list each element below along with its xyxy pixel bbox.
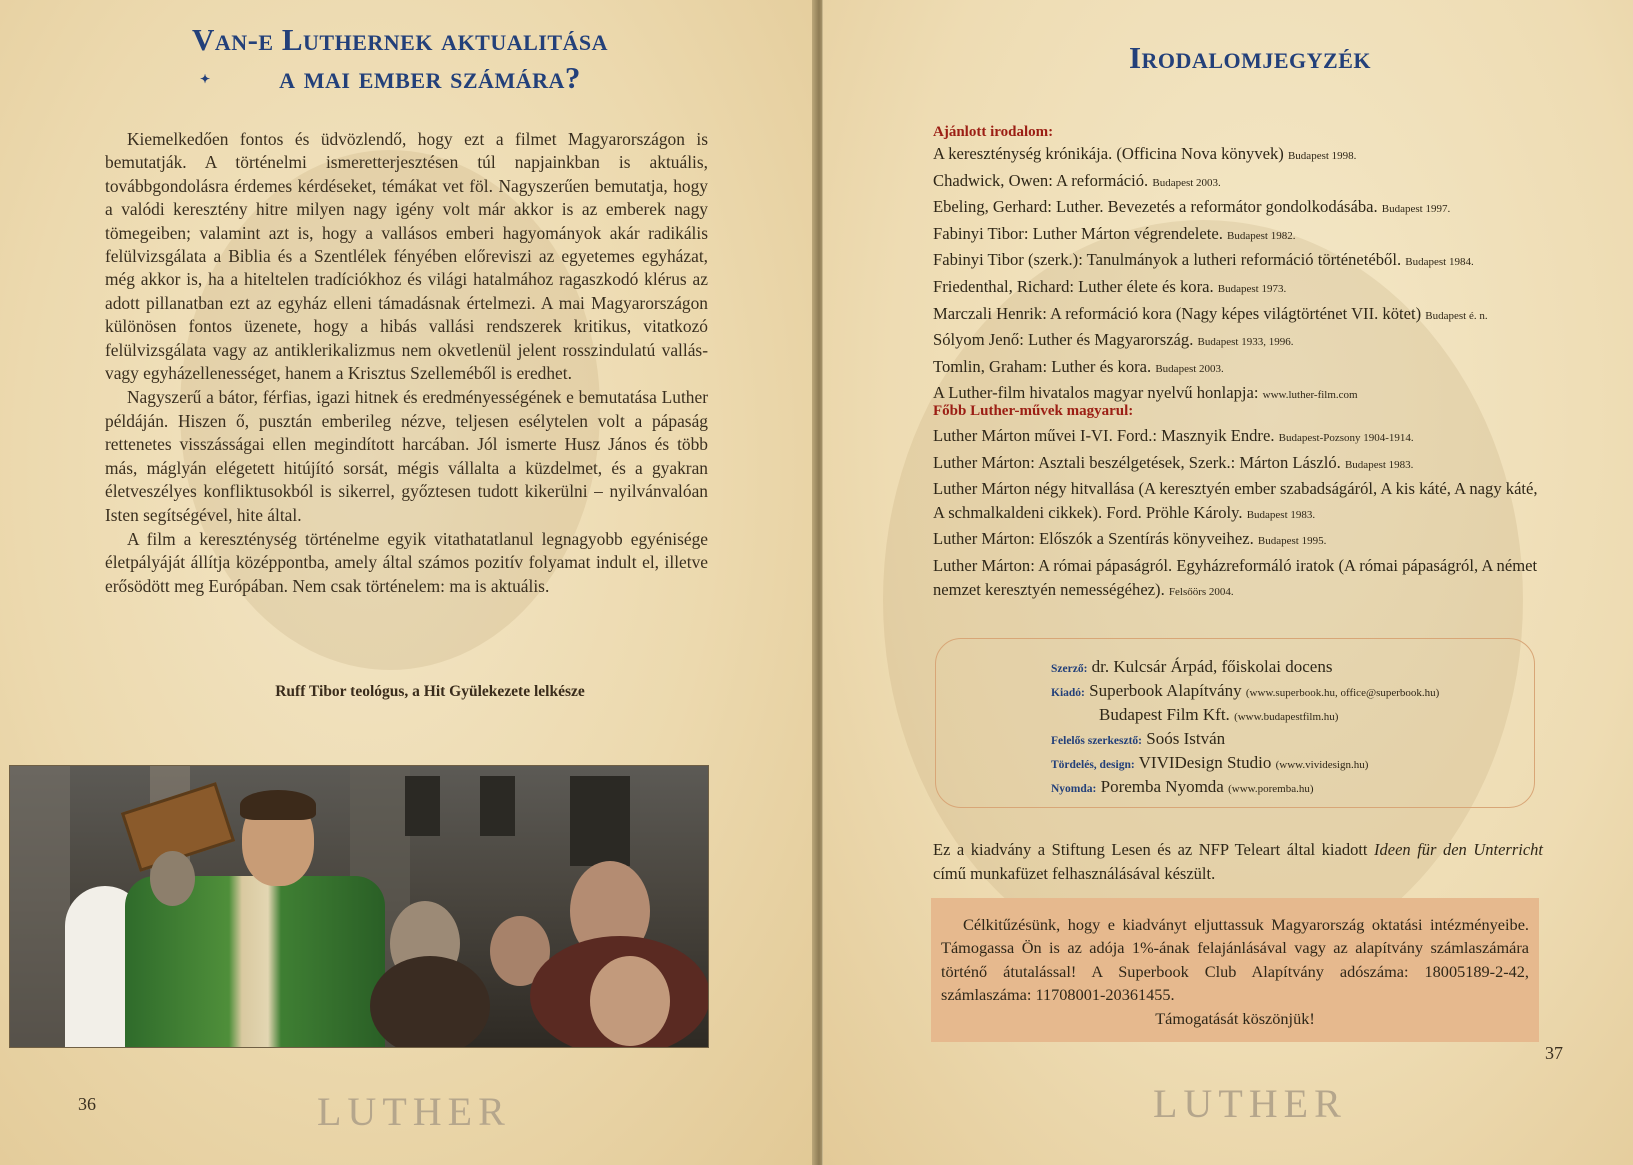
credit-editor	[1051, 729, 1225, 749]
bibliography-title: Irodalomjegyzék	[1128, 40, 1372, 75]
reference-text: Luther Márton: Előszók a Szentírás könyveihez.	[933, 529, 1254, 549]
reference-item	[933, 195, 1553, 222]
reference-item	[933, 355, 1553, 382]
credit-value: Soós István	[1146, 729, 1226, 748]
reference-meta: Budapest 1998.	[1287, 150, 1357, 162]
credit-value: Poremba Nyomda	[1100, 777, 1224, 796]
source-note-text: Ez a kiadvány a Stiftung Lesen és az NFP Teleart által kiadott	[933, 840, 1368, 859]
reference-text: Marczali Henrik: A reformáció kora (Nagy képes világtörténet VII. kötet)	[933, 303, 1422, 323]
reference-meta: Budapest 1933, 1996.	[1197, 336, 1294, 349]
reference-meta: Budapest 1973.	[1217, 282, 1287, 295]
reference-meta: Budapest 2003.	[1152, 176, 1221, 189]
source-note-text: című munkafüzet felhasználásával készült.	[933, 863, 1216, 883]
credit-label: Tördelés, design:	[1051, 759, 1135, 771]
reference-item	[933, 169, 1553, 196]
support-thanks: Támogatását köszönjük!	[1155, 1008, 1315, 1028]
reference-item	[933, 222, 1553, 249]
credit-design	[1051, 753, 1368, 773]
photo-pillar	[10, 766, 70, 1048]
article-body	[105, 128, 708, 599]
support-text: Célkitűzésünk, hogy e kiadványt eljuttassuk Magyarország oktatási intézményeibe. Támogassa Ön is az adója 1%-ának felajánlásával vagy az alapítvány számlaszámára történő átutalással! A Superbook Club Alapítvány adószáma: 18005189-2-42, számlaszáma: 11708001-20361455.	[941, 915, 1529, 1005]
reference-item	[933, 477, 1543, 527]
reference-item	[933, 424, 1553, 451]
photo-window	[480, 776, 515, 836]
credit-value: Budapest Film Kft.	[1099, 705, 1230, 724]
reference-item	[933, 142, 1553, 169]
credit-value: VIVIDesign Studio	[1138, 753, 1272, 772]
photo-window	[570, 776, 630, 866]
page-number-right: 37	[1545, 1043, 1563, 1063]
reference-text: Chadwick, Owen: A reformáció.	[933, 170, 1149, 190]
reference-item	[933, 527, 1553, 554]
article-signature: Ruff Tibor teológus, a Hit Gyülekezete lelkésze	[275, 683, 585, 700]
works-list	[933, 424, 1553, 604]
reference-meta: Budapest 1984.	[1405, 256, 1474, 269]
reference-item	[933, 275, 1553, 302]
recommended-list	[933, 142, 1553, 408]
reference-meta: Budapest 1983.	[1344, 458, 1414, 471]
reference-meta: Felsőörs 2004.	[1168, 585, 1234, 598]
credit-label: Nyomda:	[1051, 783, 1097, 795]
ornament-icon: ✦	[200, 72, 211, 86]
reference-text: Luther Márton négy hitvallása (A keresztyén ember szabadságáról, A kis káté, A nagy káté, A schmalkaldeni cikkek). Ford. Pröhle Károly.	[933, 479, 1538, 522]
reference-meta: Budapest 1982.	[1227, 229, 1296, 242]
photo-crowd-figure	[370, 956, 490, 1048]
reference-item	[933, 248, 1553, 275]
reference-text: Luther Márton művei I-VI. Ford.: Masznyik Endre.	[933, 426, 1275, 445]
website-link[interactable]: www.luther-film.com	[1262, 389, 1358, 402]
credit-meta: (www.poremba.hu)	[1228, 783, 1314, 795]
credit-meta: (www.vividesign.hu)	[1275, 759, 1369, 771]
source-note	[933, 838, 1543, 885]
reference-text: Friedenthal, Richard: Luther élete és kora.	[933, 276, 1214, 296]
luther-logo: LUTHER	[1153, 1081, 1347, 1126]
credit-author	[1051, 657, 1332, 677]
credit-value: Superbook Alapítvány	[1089, 681, 1242, 700]
credit-value: dr. Kulcsár Árpád, főiskolai docens	[1091, 657, 1333, 676]
luther-logo: LUTHER	[317, 1089, 511, 1134]
credit-meta: (www.budapestfilm.hu)	[1234, 711, 1339, 723]
article-paragraph: A film a kereszténység történelme egyik vitathatatlanul legnagyobb egyénisége életpályáját állítja középpontba, amely által számos pozitív folyamat indult el, illetve erősödött meg Európában. Nem csak történelem: ma is aktuális.	[105, 528, 708, 596]
reference-item	[933, 451, 1553, 478]
reference-text: Sólyom Jenő: Luther és Magyarország.	[933, 330, 1194, 350]
left-title-line1: Van-e Luthernek aktualitása	[191, 22, 609, 57]
reference-meta: Budapest 1997.	[1381, 203, 1451, 216]
source-note-title: Ideen für den Unterricht	[1374, 840, 1543, 859]
reference-item	[933, 554, 1543, 604]
reference-text: Tomlin, Graham: Luther és kora.	[933, 356, 1152, 376]
reference-text: A kereszténység krónikája. (Officina Nova könyvek)	[933, 144, 1284, 163]
reference-text: Ebeling, Gerhard: Luther. Bevezetés a reformátor gondolkodásába.	[933, 197, 1378, 217]
reference-meta: Budapest 1983.	[1246, 508, 1316, 521]
reference-text: Fabinyi Tibor: Luther Márton végrendelete.	[933, 223, 1223, 243]
photo-figure-hair	[240, 790, 316, 820]
article-paragraph: Nagyszerű a bátor, férfias, igazi hitnek és eredményességének e bemutatása Luther példáján. Hiszen ő, pusztán emberileg nézve, teljesen esélytelen volt a pápaság rettenetes visszásságai ellen megindított harcában. Jól ismerte Husz János és több más, máglyán elégetett hitújító sorsát, mégis vállalta a küzdelmet, és a gyakran életveszélyes konfliktusokból is sikerrel, győztesen tudott kikerülni – nyilvánvalóan Isten segítségével, hite által.	[105, 387, 708, 525]
credit-label: Kiadó:	[1051, 687, 1085, 699]
credit-label: Szerző:	[1051, 663, 1088, 675]
reference-meta: Budapest-Pozsony 1904-1914.	[1278, 432, 1414, 444]
credits-box	[935, 638, 1535, 808]
left-title-line2	[150, 60, 710, 96]
photo-crowd-figure	[150, 851, 195, 906]
credit-publisher	[1051, 681, 1439, 701]
support-box	[931, 898, 1539, 1042]
film-still-photo	[9, 765, 709, 1048]
credit-label: Felelős szerkesztő:	[1051, 735, 1143, 747]
reference-text: Luther Márton: A római pápaságról. Egyházreformáló iratok (A római pápaságról, A német nemzet keresztyén nemességéhez).	[933, 555, 1538, 599]
reference-meta: Budapest 1995.	[1257, 535, 1327, 548]
reference-item	[933, 302, 1553, 329]
reference-meta: Budapest é. n.	[1425, 309, 1488, 322]
article-paragraph: Kiemelkedően fontos és üdvözlendő, hogy ezt a filmet Magyarországon is bemutatják. A történelmi ismeretterjesztésen túl napjainkban is aktuális, továbbgondolásra érdemes kérdéseket, témákat vet föl. Nagyszerűen bemutatja, hogy a valódi keresztény hitre milyen nagy igény volt már akkor is az emberek nagy tömegeiben; valamint azt is, hogy a vallásos emberi hagyományok akár radikális felülvizsgálata a Biblia és a Szentlélek fényében előreviszi az egyetemes egyházat, még akkor is, ha a hiteltelen tradíciókhoz és világi hatalmához ragaszkodó klérus az adott pillanatban ezt az egyház elleni támadásnak értelmezi. A mai Magyarországon különösen fontos üzenete, hogy a hibás vallási rendszerek kritikus, vitatkozó felülvizsgálata vagy az antiklerikalizmus nem okvetlenül jelent rosszindulatú vallás- vagy egyházellenességet, hanem a Krisztus Szelleméből is eredhet.	[105, 129, 708, 384]
reference-text: Luther Márton: Asztali beszélgetések, Szerk.: Márton László.	[933, 452, 1341, 472]
photo-window	[405, 776, 440, 836]
reference-text: A Luther-film hivatalos magyar nyelvű honlapja:	[933, 383, 1259, 403]
recommended-heading: Ajánlott irodalom:	[933, 124, 1054, 140]
credit-publisher2	[1099, 705, 1338, 725]
credit-print	[1051, 777, 1314, 797]
reference-item	[933, 328, 1553, 355]
photo-crowd-figure	[590, 956, 670, 1046]
left-title-line2-text: a mai ember számára?	[279, 60, 581, 95]
credit-meta: (www.superbook.hu, office@superbook.hu)	[1245, 687, 1440, 699]
reference-meta: Budapest 2003.	[1155, 362, 1224, 375]
works-heading: Főbb Luther-művek magyarul:	[933, 403, 1134, 419]
page-number-left: 36	[78, 1094, 96, 1114]
reference-text: Fabinyi Tibor (szerk.): Tanulmányok a lutheri reformáció történetéből.	[933, 250, 1402, 270]
